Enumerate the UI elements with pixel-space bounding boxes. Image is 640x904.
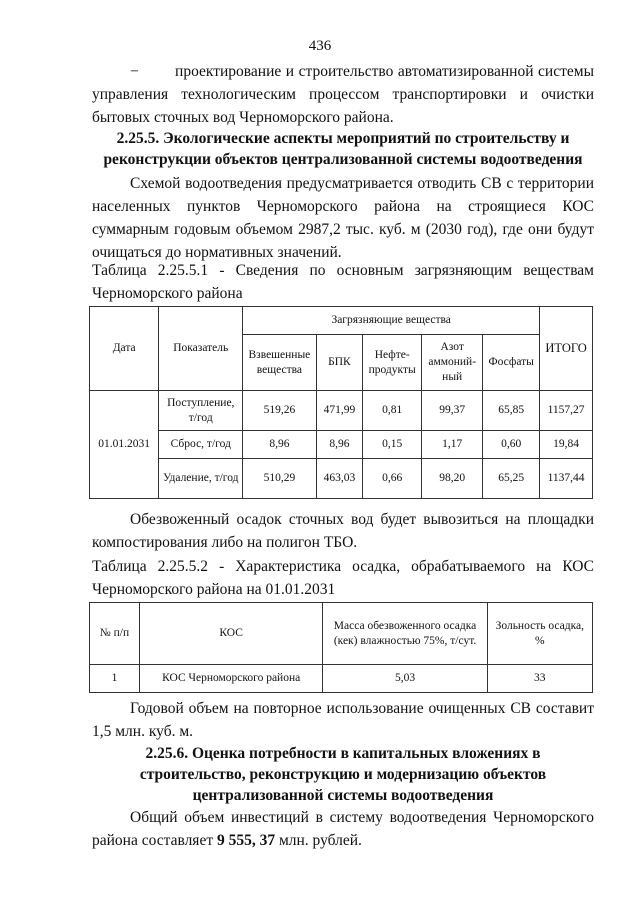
value-cell: 463,03	[316, 459, 363, 499]
header-suspended-solids: Взвешенные вещества	[243, 335, 316, 391]
intro-list-item: − проектирование и строительство автоматизированной системы управления технологическим процессом транспортировки и очистки бытовых сточных вод Черноморского района.	[92, 63, 594, 126]
value-cell: 510,29	[243, 459, 316, 499]
investment-amount: 9 555, 37	[216, 832, 276, 849]
value-cell: 519,26	[243, 391, 316, 431]
table-row	[90, 665, 593, 693]
header-sludge-mass: Масса обезвоженного осадка (кек) влажностью 75%, т/сут.	[323, 603, 487, 665]
table1-caption: Таблица 2.25.5.1 - Сведения по основным загрязняющим веществам Черноморского района	[92, 262, 594, 302]
sludge-table	[89, 602, 593, 693]
value-cell: 65,25	[483, 459, 540, 499]
header-pollutants-group: Загрязняющие вещества	[243, 307, 540, 335]
investment-text-prefix: Общий объем инвестиций в систему водоотведения Черноморского района составляет	[92, 809, 594, 849]
number-cell: 1	[90, 665, 140, 693]
section-2555-paragraph-2: Обезвоженный осадок сточных вод будет вывозиться на площадки компостирования либо на полигон ТБО.	[92, 511, 594, 551]
indicator-cell: Поступление, т/год	[159, 391, 243, 431]
header-number: № п/п	[90, 603, 140, 665]
sludge-mass-cell: 5,03	[323, 665, 487, 693]
value-cell: 0,81	[363, 391, 422, 431]
total-cell: 1137,44	[540, 459, 593, 499]
table-row	[90, 391, 593, 431]
section-2555-paragraph: Схемой водоотведения предусматривается отводить СВ с территории населенных пунктов Черноморского района на строящиеся КОС суммарным годовым объемом 2987,2 тыс. куб. м (2030 год), где они будут очищаться до нормативных значений.	[92, 175, 594, 261]
value-cell: 0,60	[483, 431, 540, 459]
header-date: Дата	[90, 307, 159, 391]
value-cell: 98,20	[422, 459, 483, 499]
pollutants-table	[89, 306, 593, 499]
value-cell: 65,85	[483, 391, 540, 431]
value-cell: 0,15	[363, 431, 422, 459]
indicator-cell: Сброс, т/год	[159, 431, 243, 459]
header-indicator: Показатель	[159, 307, 243, 391]
header-bod: БПК	[316, 335, 363, 391]
table-row	[90, 459, 593, 499]
page-number: 436	[308, 38, 332, 54]
total-cell: 1157,27	[540, 391, 593, 431]
value-cell: 8,96	[243, 431, 316, 459]
header-ash-content: Зольность осадка, %	[487, 603, 592, 665]
value-cell: 0,66	[363, 459, 422, 499]
header-kos: КОС	[139, 603, 323, 665]
kos-cell: КОС Черноморского района	[139, 665, 323, 693]
date-cell: 01.01.2031	[90, 391, 159, 499]
header-oil-products: Нефте-продукты	[363, 335, 422, 391]
table2-caption: Таблица 2.25.5.2 - Характеристика осадка, обрабатываемого на КОС Черноморского района на 01.01.2031	[92, 558, 594, 598]
header-phosphates: Фосфаты	[483, 335, 540, 391]
value-cell: 1,17	[422, 431, 483, 459]
section-heading-2556: 2.25.6. Оценка потребности в капитальных вложениях в строительство, реконструкцию и модернизацию объектов централизованной системы водоотведения	[139, 745, 547, 804]
table-row	[90, 431, 593, 459]
ash-content-cell: 33	[487, 665, 592, 693]
section-2555-paragraph-3: Годовой объем на повторное использование очищенных СВ составит 1,5 млн. куб. м.	[92, 700, 594, 740]
section-2556-paragraph	[92, 806, 594, 852]
header-ammonium-nitrogen: Азот аммоний-ный	[422, 335, 483, 391]
total-cell: 19,84	[540, 431, 593, 459]
indicator-cell: Удаление, т/год	[159, 459, 243, 499]
value-cell: 8,96	[316, 431, 363, 459]
header-total: ИТОГО	[540, 307, 593, 391]
investment-text-suffix: млн. рублей.	[275, 832, 362, 849]
value-cell: 99,37	[422, 391, 483, 431]
value-cell: 471,99	[316, 391, 363, 431]
section-heading-2555: 2.25.5. Экологические аспекты мероприятий по строительству и реконструкции объектов централизованной системы водоотведения	[103, 130, 583, 168]
